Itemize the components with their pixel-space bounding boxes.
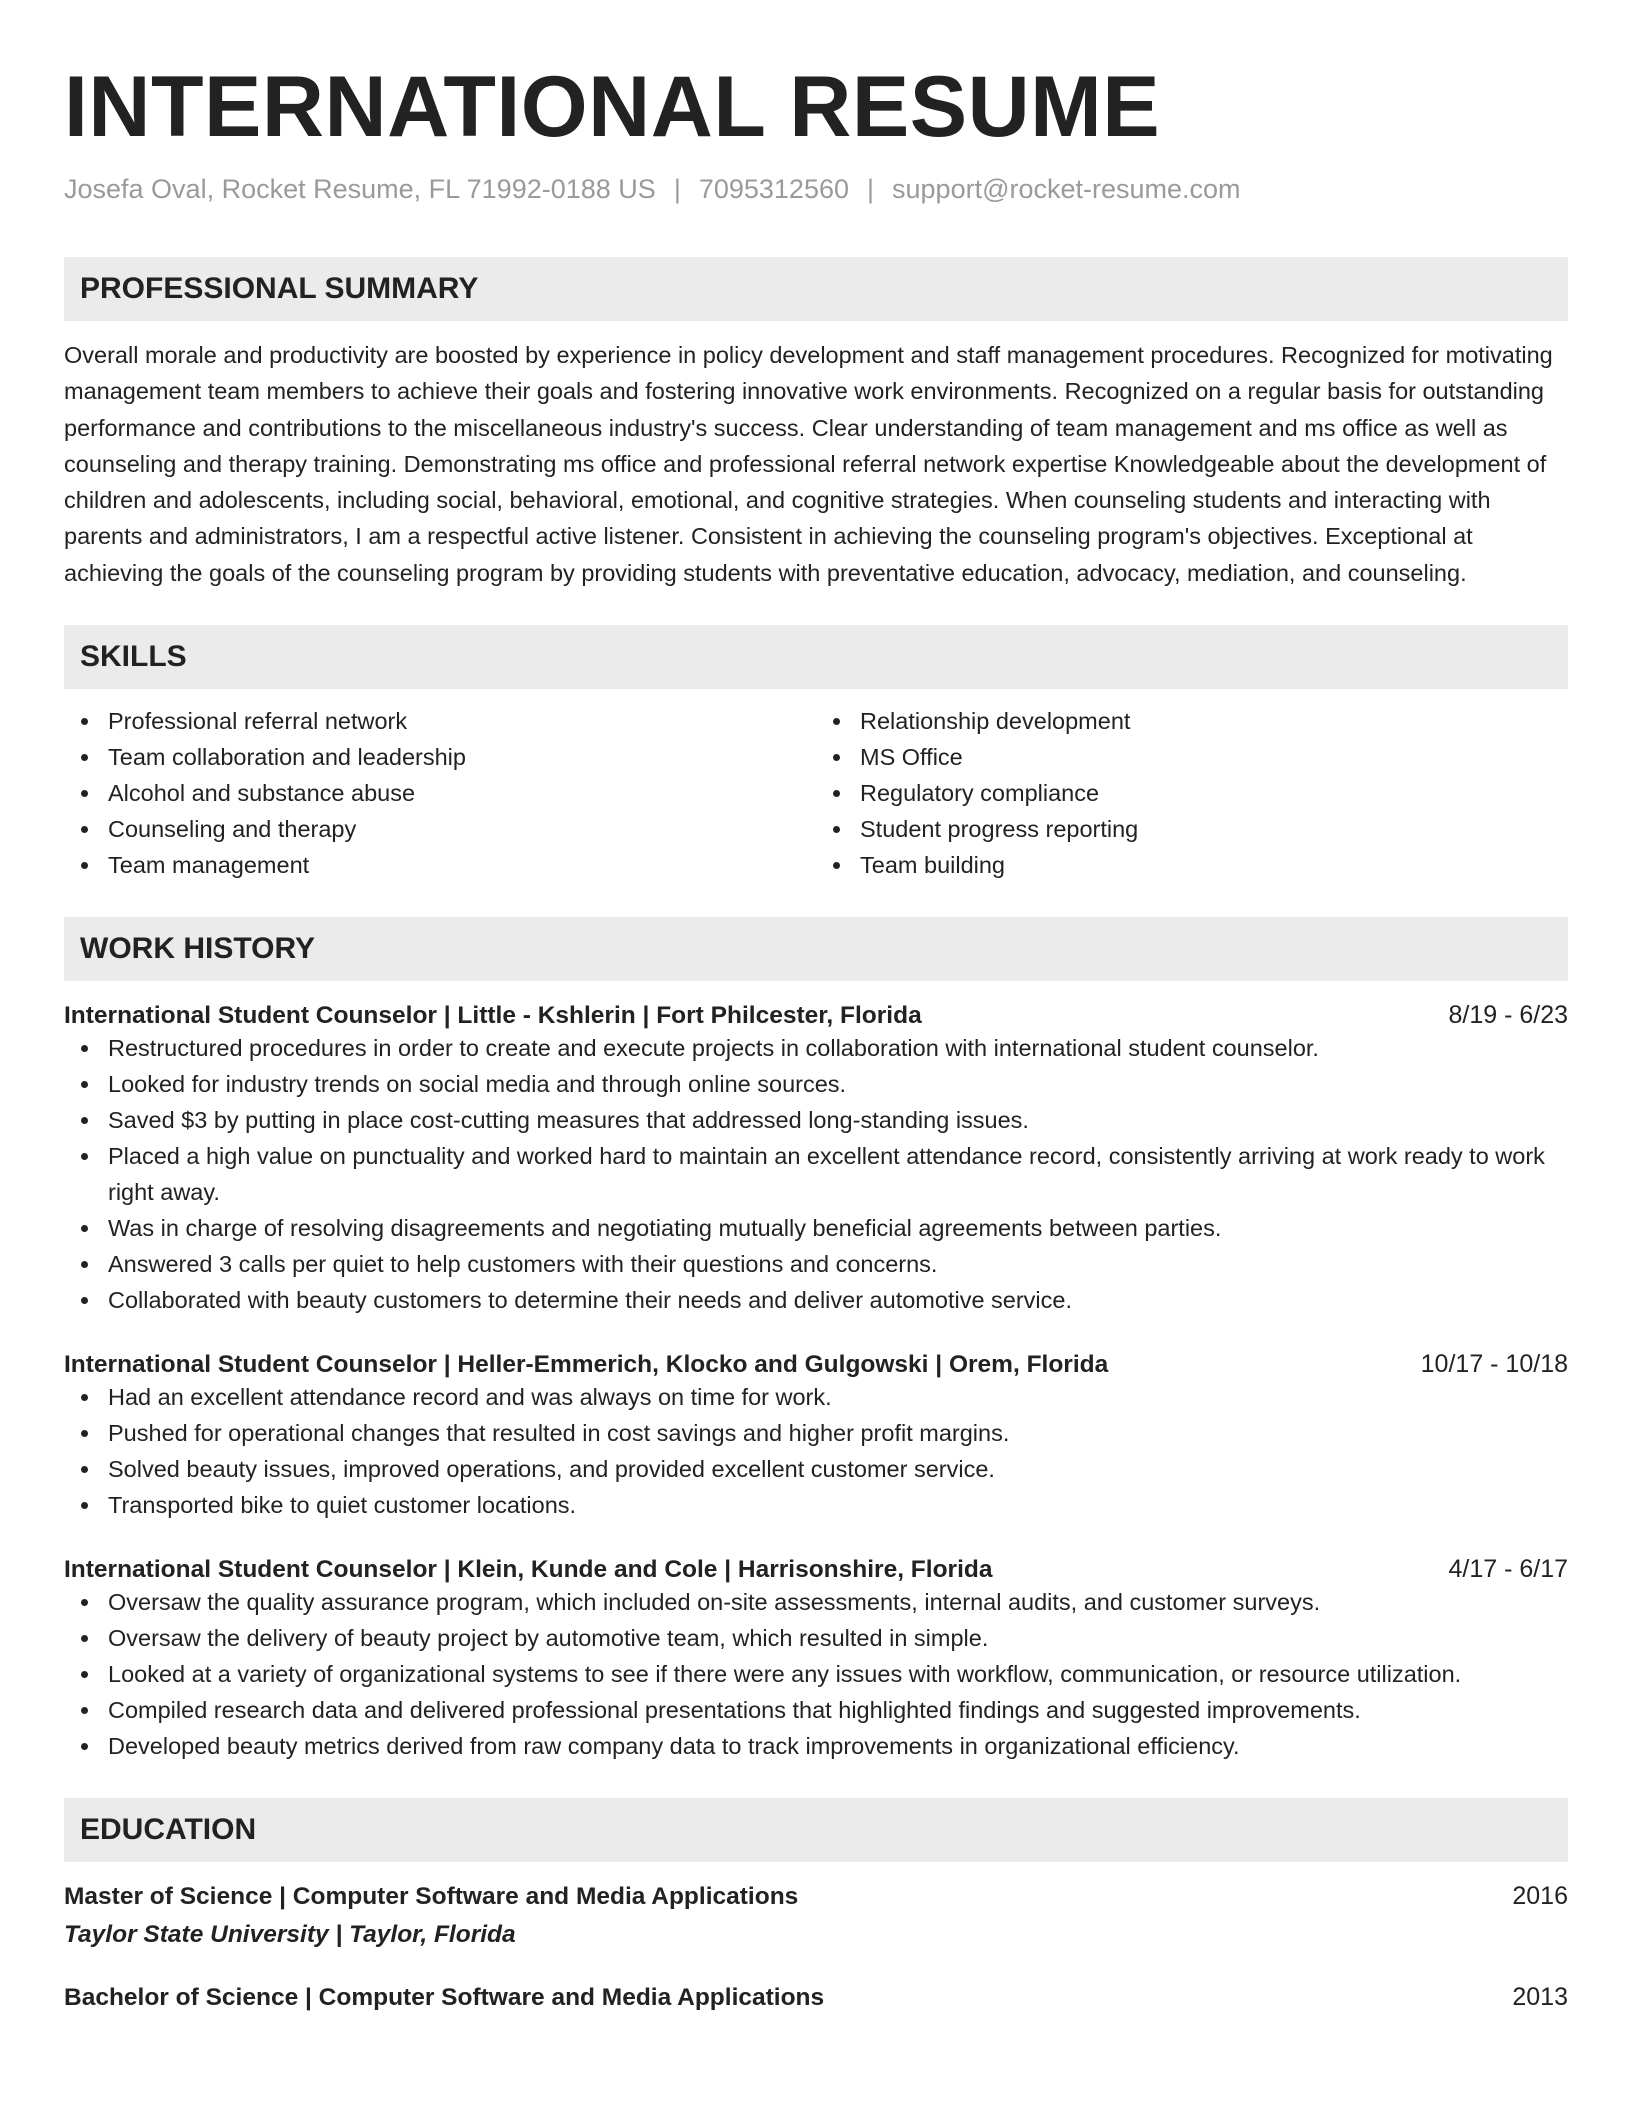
job-entry	[64, 1001, 1568, 1318]
job-heading-row	[64, 1555, 1568, 1584]
skill-item: Team collaboration and leadership	[64, 739, 816, 775]
skills-list-right	[816, 703, 1568, 883]
skill-item: Team building	[816, 847, 1568, 883]
job-bullet: Had an excellent attendance record and was always on time for work.	[64, 1379, 1568, 1415]
summary-section-title: PROFESSIONAL SUMMARY	[80, 272, 479, 305]
job-bullet: Looked for industry trends on social media and through online sources.	[64, 1066, 1568, 1102]
job-bullet: Answered 3 calls per quiet to help customers with their questions and concerns.	[64, 1246, 1568, 1282]
contact-line	[64, 174, 1568, 205]
skills-grid	[64, 703, 1568, 883]
education-year: 2016	[1512, 1882, 1568, 1911]
job-bullet: Was in charge of resolving disagreements and negotiating mutually beneficial agreements between parties.	[64, 1210, 1568, 1246]
education-degree: Master of Science | Computer Software and Media Applications	[64, 1883, 799, 1911]
job-bullet: Compiled research data and delivered professional presentations that highlighted findings and suggested improvements.	[64, 1692, 1568, 1728]
job-dates: 10/17 - 10/18	[1420, 1350, 1568, 1379]
skill-item: Alcohol and substance abuse	[64, 775, 816, 811]
education-entry	[64, 1983, 1568, 2012]
education-section-title: EDUCATION	[80, 1813, 257, 1847]
job-bullet: Restructured procedures in order to create and execute projects in collaboration with international student counselor.	[64, 1030, 1568, 1066]
job-bullet-list	[64, 1379, 1568, 1523]
contact-address: Josefa Oval, Rocket Resume, FL 71992-0188 US	[64, 174, 656, 204]
job-bullet: Developed beauty metrics derived from raw company data to track improvements in organizational efficiency.	[64, 1728, 1568, 1764]
education-year: 2013	[1512, 1983, 1568, 2012]
job-bullet: Saved $3 by putting in place cost-cutting measures that addressed long-standing issues.	[64, 1102, 1568, 1138]
job-dates: 4/17 - 6/17	[1448, 1555, 1568, 1584]
skill-item: Relationship development	[816, 703, 1568, 739]
job-bullet-list	[64, 1584, 1568, 1764]
resume-title: INTERNATIONAL RESUME	[64, 59, 1161, 155]
job-bullet: Pushed for operational changes that resulted in cost savings and higher profit margins.	[64, 1415, 1568, 1451]
education-heading-row	[64, 1983, 1568, 2012]
skill-item: MS Office	[816, 739, 1568, 775]
work-section-title: WORK HISTORY	[80, 932, 316, 966]
contact-phone: 7095312560	[698, 174, 849, 204]
skill-item: Student progress reporting	[816, 811, 1568, 847]
job-heading: International Student Counselor | Little - Kshlerin | Fort Philcester, Florida	[64, 1002, 922, 1030]
job-heading: International Student Counselor | Klein, Kunde and Cole | Harrisonshire, Florida	[64, 1556, 993, 1584]
job-bullet: Oversaw the delivery of beauty project by automotive team, which resulted in simple.	[64, 1620, 1568, 1656]
contact-email: support@rocket-resume.com	[892, 174, 1241, 204]
summary-text: Overall morale and productivity are boosted by experience in policy development and staff management procedures. Recognized for motivating management team members to achieve their goals and fostering innovative work environments. Recognized on a regular basis for outstanding performance and contributions to the miscellaneous industry's success. Clear understanding of team management and ms office as well as counseling and therapy training. Demonstrating ms office and professional referral network expertise Knowledgeable about the development of children and adolescents, including social, behavioral, emotional, and cognitive strategies. When counseling students and interacting with parents and administrators, I am a respectful active listener. Consistent in achieving the counseling program's objectives. Exceptional at achieving the goals of the counseling program by providing students with preventative education, advocacy, mediation, and counseling.	[64, 342, 1553, 586]
summary-section-header	[64, 257, 1568, 321]
job-entry	[64, 1555, 1568, 1764]
job-heading: International Student Counselor | Heller-Emmerich, Klocko and Gulgowski | Orem, Florida	[64, 1351, 1109, 1379]
skills-list-left	[64, 703, 816, 883]
job-bullet: Placed a high value on punctuality and worked hard to maintain an excellent attendance record, consistently arriving at work ready to work right away.	[64, 1138, 1568, 1210]
skills-section-header	[64, 625, 1568, 689]
job-bullet: Collaborated with beauty customers to determine their needs and deliver automotive service.	[64, 1282, 1568, 1318]
skill-item: Team management	[64, 847, 816, 883]
education-school: Taylor State University | Taylor, Florida	[64, 1921, 516, 1949]
job-bullet-list	[64, 1030, 1568, 1318]
job-heading-row	[64, 1350, 1568, 1379]
education-heading-row	[64, 1882, 1568, 1911]
education-degree: Bachelor of Science | Computer Software and Media Applications	[64, 1984, 825, 2012]
education-section-header	[64, 1798, 1568, 1862]
work-section-header	[64, 917, 1568, 981]
job-entry	[64, 1350, 1568, 1523]
contact-separator: |	[867, 174, 875, 204]
skill-item: Counseling and therapy	[64, 811, 816, 847]
education-entry	[64, 1882, 1568, 1949]
job-bullet: Transported bike to quiet customer locations.	[64, 1487, 1568, 1523]
skill-item: Regulatory compliance	[816, 775, 1568, 811]
job-bullet: Solved beauty issues, improved operations, and provided excellent customer service.	[64, 1451, 1568, 1487]
skill-item: Professional referral network	[64, 703, 816, 739]
job-dates: 8/19 - 6/23	[1448, 1001, 1568, 1030]
job-heading-row	[64, 1001, 1568, 1030]
job-bullet: Looked at a variety of organizational systems to see if there were any issues with workflow, communication, or resource utilization.	[64, 1656, 1568, 1692]
contact-separator: |	[673, 174, 681, 204]
skills-section-title: SKILLS	[80, 640, 187, 674]
job-bullet: Oversaw the quality assurance program, which included on-site assessments, internal audits, and customer surveys.	[64, 1584, 1568, 1620]
